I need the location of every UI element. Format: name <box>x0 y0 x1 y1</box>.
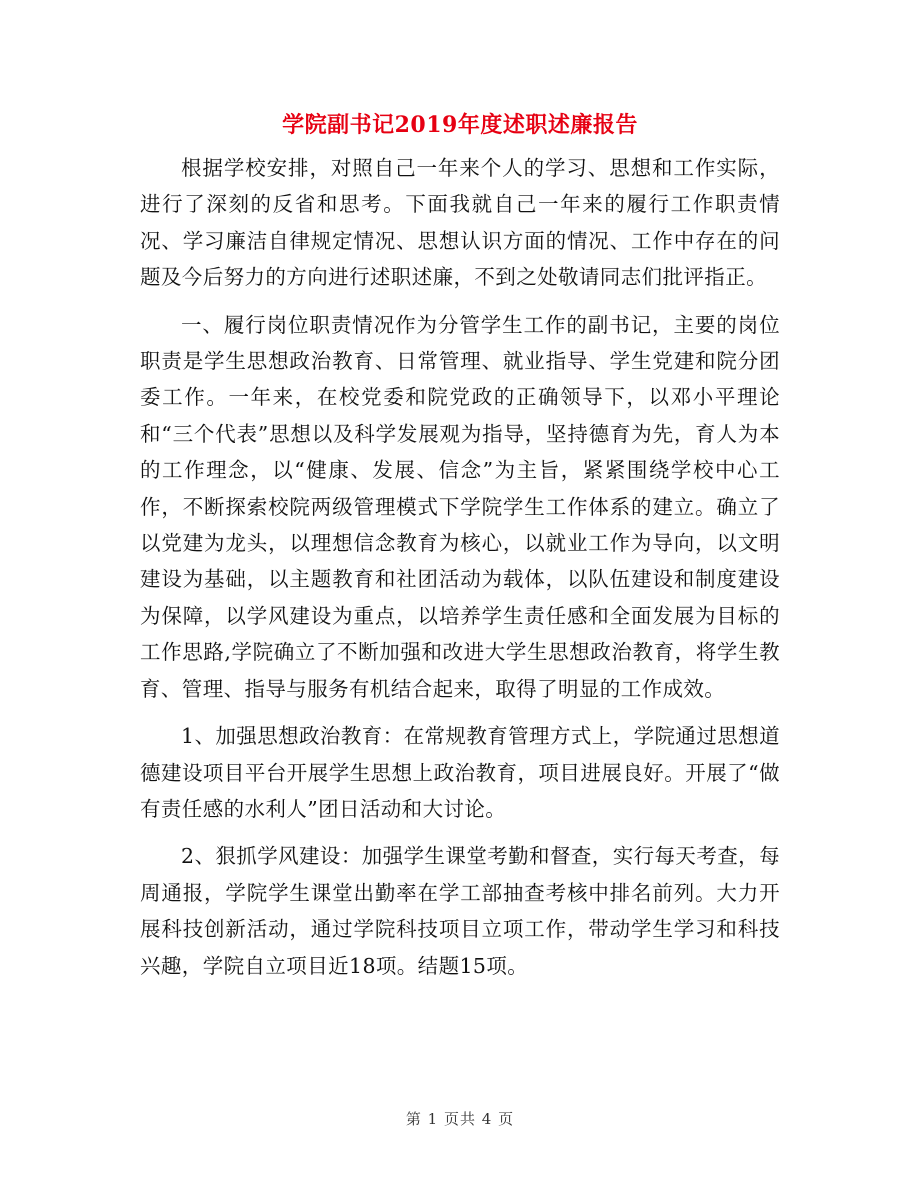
paragraph-item-1: 1、加强思想政治教育：在常规教育管理方式上，学院通过思想道德建设项目平台开展学生思想上政治教育，项目进展良好。开展了“做有责任感的水利人”团日活动和大讨论。 <box>140 724 780 821</box>
page-number: 第 1 页共 4 页 <box>405 1110 515 1128</box>
paragraph-intro: 根据学校安排，对照自己一年来个人的学习、思想和工作实际，进行了深刻的反省和思考。下面我就自己一年来的履行工作职责情况、学习廉洁自律规定情况、思想认识方面的情况、工作中存在的问题及今后努力的方向进行述职述廉，不到之处敬请同志们批评指正。 <box>140 156 780 290</box>
document-body <box>140 150 780 995</box>
paragraph-section-1: 一、履行岗位职责情况作为分管学生工作的副书记，主要的岗位职责是学生思想政治教育、日常管理、就业指导、学生党建和院分团委工作。一年来，在校党委和院党政的正确领导下，以邓小平理论和“三个代表”思想以及科学发展观为指导，坚持德育为先，育人为本的工作理念，以“健康、发展、信念”为主旨，紧紧围绕学校中心工作，不断探索校院两级管理模式下学院学生工作体系的建立。确立了以党建为龙头，以理想信念教育为核心，以就业工作为导向，以文明建设为基础，以主题教育和社团活动为载体，以队伍建设和制度建设为保障，以学风建设为重点，以培养学生责任感和全面发展为目标的工作思路,学院确立了不断加强和改进大学生思想政治教育，将学生教育、管理、指导与服务有机结合起来，取得了明显的工作成效。 <box>140 312 780 701</box>
paragraph-item-2: 2、狠抓学风建设：加强学生课堂考勤和督查，实行每天考查，每周通报，学院学生课堂出勤率在学工部抽查考核中排名前列。大力开展科技创新活动，通过学院科技项目立项工作，带动学生学习和科技兴趣，学院自立项目近18项。结题15项。 <box>140 844 780 978</box>
document-title: 学院副书记2019年度述职述廉报告 <box>282 112 638 138</box>
